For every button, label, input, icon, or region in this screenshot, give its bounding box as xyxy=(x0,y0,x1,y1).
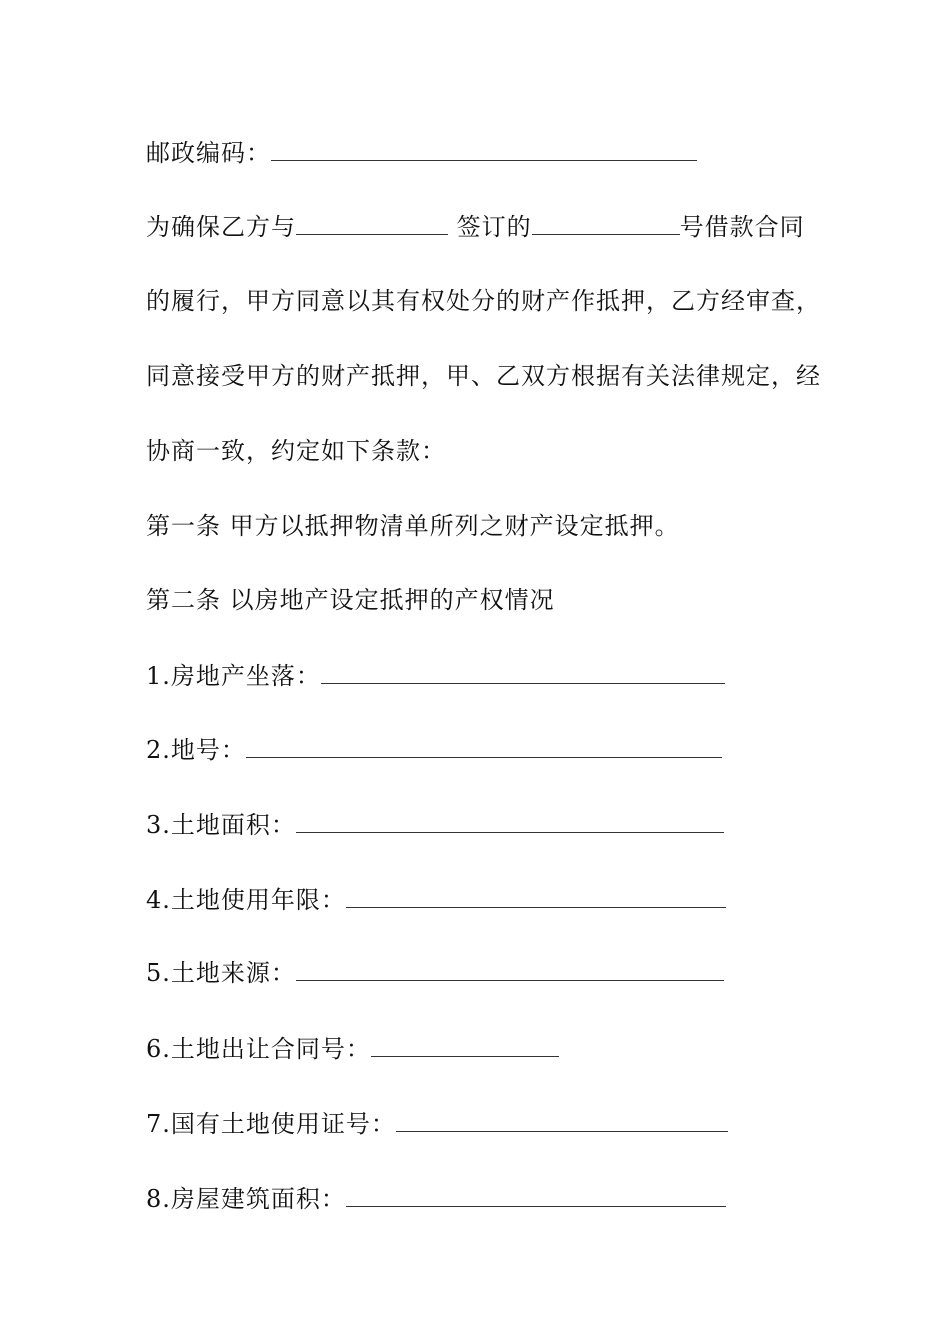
land-area-blank[interactable] xyxy=(296,810,724,833)
item-label: 3.土地面积： xyxy=(146,811,296,839)
intro-text-c: 号借款合同 xyxy=(679,213,805,241)
intro-line-2: 的履行，甲方同意以其有权处分的财产作抵押，乙方经审查， xyxy=(146,287,821,315)
item-label: 8.房屋建筑面积： xyxy=(146,1185,346,1213)
item-label: 4.土地使用年限： xyxy=(146,886,346,914)
article-2: 第二条 以房地产设定抵押的产权情况 xyxy=(146,586,555,614)
land-use-term-blank[interactable] xyxy=(346,885,726,908)
intro-text-a: 为确保乙方与 xyxy=(146,213,296,241)
article-1: 第一条 甲方以抵押物清单所列之财产设定抵押。 xyxy=(146,512,680,540)
item-state-land-certificate-no xyxy=(146,1109,728,1139)
item-land-use-term xyxy=(146,885,726,915)
item-label: 6.土地出让合同号： xyxy=(146,1035,371,1063)
building-area-blank[interactable] xyxy=(346,1184,726,1207)
property-location-blank[interactable] xyxy=(321,661,725,684)
item-label: 5.土地来源： xyxy=(146,959,296,987)
intro-line-3: 同意接受甲方的财产抵押，甲、乙双方根据有关法律规定，经 xyxy=(146,362,821,390)
item-building-area xyxy=(146,1184,726,1214)
postal-code-line xyxy=(146,138,697,168)
item-label: 1.房地产坐落： xyxy=(146,662,321,690)
land-transfer-contract-no-blank[interactable] xyxy=(371,1034,559,1057)
item-land-source xyxy=(146,958,724,988)
lot-number-blank[interactable] xyxy=(246,735,722,758)
party-b-counterparty-blank[interactable] xyxy=(296,212,448,235)
intro-text-b: 签订的 xyxy=(448,213,532,241)
loan-contract-number-blank[interactable] xyxy=(532,212,680,235)
item-property-location xyxy=(146,661,725,691)
intro-line-4: 协商一致，约定如下条款： xyxy=(146,437,446,465)
item-land-transfer-contract-no xyxy=(146,1034,559,1064)
item-land-area xyxy=(146,810,724,840)
land-source-blank[interactable] xyxy=(296,958,724,981)
state-land-certificate-no-blank[interactable] xyxy=(396,1109,728,1132)
item-label: 2.地号： xyxy=(146,736,246,764)
item-lot-number xyxy=(146,735,722,765)
postal-code-blank[interactable] xyxy=(271,138,697,161)
item-label: 7.国有土地使用证号： xyxy=(146,1110,396,1138)
intro-line-1 xyxy=(146,212,805,242)
postal-code-label: 邮政编码： xyxy=(146,139,271,167)
